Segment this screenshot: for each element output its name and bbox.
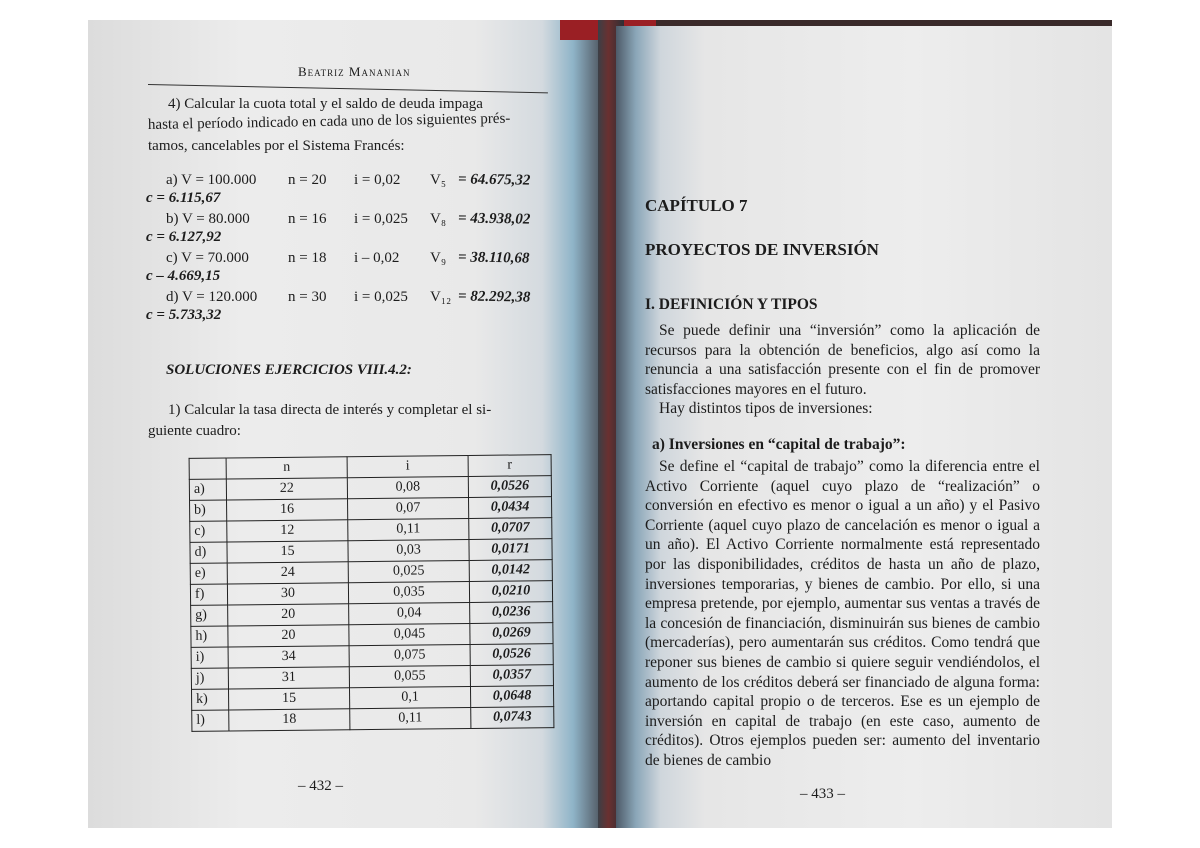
exercise-intro-line: 4) Calcular la cuota total y el saldo de deuda impaga <box>168 96 483 112</box>
row-label: a) <box>189 479 226 500</box>
paragraph: Se puede definir una “inversión” como la aplicación de recursos para la obtención de beneficios, algo así como la renuncia a una satisfacción presente con el fin de promover satisfacciones mayores en el futuro. <box>645 322 1040 398</box>
table-header-cell: i <box>347 455 468 477</box>
cell-i: 0,11 <box>348 518 469 540</box>
item-periods: n = 20 <box>288 172 327 188</box>
row-label: d) <box>190 542 227 563</box>
item-rate: i – 0,02 <box>354 250 400 266</box>
page-number-left: – 432 – <box>298 778 343 794</box>
exercise-1-line: guiente cuadro: <box>148 423 241 439</box>
cell-i: 0,035 <box>348 581 469 603</box>
cell-i: 0,04 <box>349 602 470 624</box>
running-header: Beatriz Mananian <box>298 64 411 79</box>
cell-n: 18 <box>229 709 350 731</box>
cell-n: 24 <box>227 562 348 584</box>
section-title: I. DEFINICIÓN Y TIPOS <box>645 296 818 313</box>
cell-r: 0,0269 <box>470 623 553 645</box>
cell-i: 0,08 <box>347 476 468 498</box>
cell-n: 31 <box>228 667 349 689</box>
cell-r: 0,0526 <box>470 644 553 666</box>
cell-r: 0,0236 <box>470 602 553 624</box>
cell-n: 22 <box>226 478 347 500</box>
cell-r: 0,0648 <box>470 686 553 708</box>
cell-n: 20 <box>228 604 349 626</box>
cell-i: 0,03 <box>348 539 469 561</box>
solutions-table <box>189 454 555 732</box>
cell-n: 15 <box>228 688 349 710</box>
item-periods: n = 30 <box>288 289 327 305</box>
table-header-cell: n <box>226 457 347 479</box>
cell-n: 12 <box>227 520 348 542</box>
cell-n: 15 <box>227 541 348 563</box>
cell-n: 34 <box>228 646 349 668</box>
row-label: b) <box>190 500 227 521</box>
item-principal: a) V = 100.000 <box>166 172 257 188</box>
cell-n: 16 <box>227 499 348 521</box>
exercise-1-line: 1) Calcular la tasa directa de interés y completar el si- <box>168 402 492 418</box>
row-label: e) <box>190 563 227 584</box>
item-principal: d) V = 120.000 <box>166 289 258 305</box>
row-label: k) <box>191 689 228 710</box>
cell-i: 0,07 <box>348 497 469 519</box>
cell-i: 0,045 <box>349 623 470 645</box>
page-number-right: – 433 – <box>800 786 845 802</box>
cell-n: 20 <box>228 625 349 647</box>
table-header-cell: r <box>468 455 551 477</box>
item-balance-label: V₅ <box>430 172 447 188</box>
cell-r: 0,0434 <box>469 497 552 519</box>
item-principal: b) V = 80.000 <box>166 211 250 227</box>
cell-i: 0,11 <box>350 707 471 729</box>
item-installment: c = 6.115,67 <box>146 190 221 206</box>
item-rate: i = 0,02 <box>354 172 401 188</box>
paragraph: Se define el “capital de trabajo” como la diferencia entre el Activo Corriente (aquel cuyo plazo de “realización” o conversión en efectivo es menor o igual a un año) y el Pasivo Corriente (aquel cuyo plazo de cancelación es menor o igual a un año). El Activo Corriente normalmente está representado por las disponibilidades, créditos de hasta un año de plazo, inversiones temporarias, y bienes de cambio. Por ello, si una empresa pretende, por ejemplo, aumentar sus ventas a través de la concesión de financiación, disminuirán sus bienes de cambio (mercaderías), pero aumentarán sus créditos. Como tendrá que reponer sus bienes de cambio si quiere seguir vendiéndolos, el aumento de los créditos deberá ser financiado de alguna forma: aportando capital propio o de terceros. Ese es un ejemplo de inversión en capital de trabajo (en este caso, aumento de créditos). Otros ejemplos pueden ser: aumento del inventario de bienes de cambio <box>645 458 1040 769</box>
paragraph: Hay distintos tipos de inversiones: <box>659 400 873 417</box>
cell-r: 0,0142 <box>469 560 552 582</box>
item-installment: c = 6.127,92 <box>146 229 222 245</box>
row-label: c) <box>190 521 227 542</box>
row-label: f) <box>190 584 227 605</box>
item-balance-value: = 38.110,68 <box>457 249 530 267</box>
row-label: i) <box>191 647 228 668</box>
table-row <box>192 707 554 732</box>
item-periods: n = 18 <box>288 250 327 266</box>
cell-n: 30 <box>227 583 348 605</box>
exercise-intro-line: hasta el período indicado en cada uno de los siguientes prés- <box>147 110 511 133</box>
row-label: h) <box>191 626 228 647</box>
item-balance-value: = 82.292,38 <box>457 288 531 306</box>
table-header-cell <box>189 458 226 479</box>
item-balance-value: = 64.675,32 <box>457 171 531 189</box>
row-label: l) <box>192 710 229 731</box>
chapter-number: CAPÍTULO 7 <box>645 196 748 215</box>
item-installment: c – 4.669,15 <box>146 268 221 284</box>
cell-i: 0,055 <box>349 665 470 687</box>
item-rate: i = 0,025 <box>354 289 408 305</box>
cell-r: 0,0210 <box>469 581 552 603</box>
chapter-title: PROYECTOS DE INVERSIÓN <box>645 240 879 259</box>
cell-r: 0,0171 <box>469 539 552 561</box>
cell-r: 0,0357 <box>470 665 553 687</box>
cell-i: 0,025 <box>348 560 469 582</box>
cell-r: 0,0526 <box>468 476 551 498</box>
item-balance-label: V₁₂ <box>430 289 452 305</box>
row-label: g) <box>191 605 228 626</box>
row-label: j) <box>191 668 228 689</box>
cell-r: 0,0707 <box>469 518 552 540</box>
item-balance-value: = 43.938,02 <box>457 210 531 228</box>
cell-i: 0,1 <box>349 686 470 708</box>
cell-i: 0,075 <box>349 644 470 666</box>
solutions-heading: SOLUCIONES EJERCICIOS VIII.4.2: <box>166 362 412 378</box>
item-principal: c) V = 70.000 <box>166 250 249 266</box>
item-rate: i = 0,025 <box>354 211 408 227</box>
item-balance-label: V₈ <box>430 211 447 227</box>
cell-r: 0,0743 <box>471 707 554 729</box>
exercise-intro-line: tamos, cancelables por el Sistema Francés: <box>148 138 405 154</box>
subsection-title: a) Inversiones en “capital de trabajo”: <box>652 436 906 453</box>
item-installment: c = 5.733,32 <box>146 307 222 323</box>
item-periods: n = 16 <box>288 211 327 227</box>
item-balance-label: V₉ <box>430 250 447 266</box>
